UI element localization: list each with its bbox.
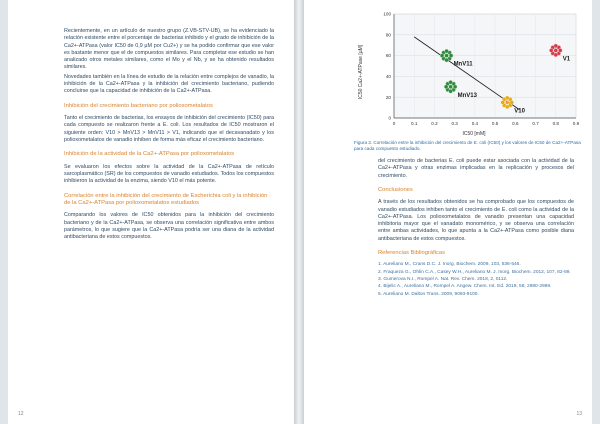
point-atom	[444, 85, 448, 89]
intro-paragraph: Recientemente, en un artículo de nuestro grupo (Z.VB-STV-UB), se ha evidenciado la relación existente entre el porcentaje de bacterias inhibido y el grado de inhibición de la Ca2+-ATPasa (valor IC50 de 0,9 µM por Cu2+) y se ha podido confirmar que ese valor es bastante menor que el de compuestos similares. Para completar ese estudio se han analizado otros metales similares, como el Mo y el Nb, y se ha obtenido resultados similares.	[64, 28, 274, 71]
x-tick-label: 0.6	[512, 121, 519, 126]
chart-grid	[394, 14, 576, 118]
y-tick-label: 80	[385, 32, 391, 38]
point-atom	[445, 49, 449, 53]
point-label: MnV13	[457, 92, 477, 99]
left-page	[8, 0, 294, 424]
book-gutter	[294, 0, 304, 424]
conclusion-paragraph: A través de los resultados obtenidos se ha comprobado que los compuestos de vanadio estudiados inhiben tanto el crecimiento de E. coli como la actividad de la Ca2+-ATPasa. Los polioxometalatos de vanadio presentan una capacidad inhibitoria mayor que el vanadato monomérico, y se observa una correlación entre ambas actividades, lo que apunta a la Ca2+-ATPasa como posible diana antibacteriana de estos compuestos.	[378, 199, 574, 242]
section-paragraph-growth: Tanto el crecimiento de bacterias, los ensayos de inhibición del crecimiento (IC50) para cada compuesto se realizaron frente a E. coli. Los resultados de IC50 mostraron el siguiente orden: V10 > MnV13 > MnV11 > V1, indicando que el decavanadato y los polioxometalatos de vanadio inhiben de forma más eficaz el crecimiento bacteriano.	[64, 115, 274, 143]
point-atom	[453, 85, 457, 89]
x-tick-label: 0.1	[411, 121, 418, 126]
reference-item: 3. Gumerova N.I., Rompel A. Nat. Rev. Chem. 2018, 2, 0112.	[378, 277, 508, 283]
reference-item: 1. Aureliano M., Crans D.C. J. Inorg. Biochem. 2009, 103, 536-546.	[378, 262, 521, 268]
right-paragraph: del crecimiento de bacterias E. coli puede estar asociada con la actividad de la Ca2+-ATPasa y otras enzimas implicadas en la replicación y procesos del crecimiento.	[378, 158, 574, 179]
point-atom	[445, 58, 449, 62]
correlation-figure	[354, 6, 586, 146]
point-atom	[549, 48, 553, 52]
reference-item: 2. Fraqueza G., Ohlin C.A., Casey W.H., Aureliano M. J. Inorg. Biochem. 2012, 107, 82-89.	[378, 269, 571, 275]
left-text-column	[64, 28, 274, 244]
left-page-number: 12	[18, 411, 24, 417]
x-tick-label: 0.2	[431, 121, 438, 126]
figure-caption: Figura 3. Correlación entre la inhibición del crecimiento de E. coli (IC50) y los valores de IC50 de Ca2+-ATPasa para cada compuesto estudiado.	[354, 140, 581, 151]
plot-area	[394, 14, 576, 118]
section-heading-growth: Inhibición del crecimiento bacteriano por polioxometalatos	[64, 102, 213, 109]
point-label: V1	[562, 56, 571, 63]
point-atom	[505, 96, 509, 100]
point-atom	[510, 100, 514, 104]
x-tick-label: 0.8	[552, 121, 559, 126]
conclusion-heading: Conclusiones	[378, 186, 413, 193]
right-page	[304, 0, 592, 424]
x-tick-label: 0.3	[451, 121, 458, 126]
point-label: V10	[514, 108, 525, 115]
references-heading: Referencias Bibliográficas	[378, 250, 446, 257]
section-heading-correlation: Correlación entre la inhibición del crecimiento de Escherichia coli y la inhibición de la Ca2+-ATPasa por polioxometalatos estudiados	[64, 192, 268, 206]
section-heading-atpase: Inhibición de la actividad de la Ca2+-ATPasa por polioxometalatos	[64, 151, 235, 158]
point-atom	[554, 53, 558, 57]
point-atom	[449, 89, 453, 93]
point-atom	[505, 105, 509, 109]
point-atom	[445, 54, 449, 58]
section-paragraph-atpase: Se evaluaron los efectos sobre la actividad de la Ca2+-ATPasa de retículo sarcoplasmático (SR) de los compuestos de vanadio estudiados. Todos los compuestos inhibieron la actividad de la enzima, siendo V10 el más potente.	[64, 163, 274, 185]
references-list	[378, 262, 574, 297]
x-axis-label: IC50 [mM]	[462, 131, 486, 137]
x-tick-label: 0.5	[491, 121, 499, 126]
y-tick-label: 0	[388, 115, 391, 121]
section-paragraph-correlation: Comparando los valores de IC50 obtenidos para la inhibición del crecimiento bacteriano y de la Ca2+-ATPasa, se observa una correlación significativa entre ambos parámetros, lo que sugiere que la Ca2+-ATPasa podría ser una diana de la actividad antibacteriana de estos compuestos.	[64, 212, 274, 241]
x-tick-label: 0	[392, 121, 396, 126]
point-atom	[554, 48, 558, 52]
right-page-number: 13	[576, 411, 582, 417]
x-tick-label: 0.7	[532, 121, 539, 126]
y-tick-label: 60	[385, 53, 391, 59]
point-atom	[440, 54, 444, 58]
scatter-chart	[354, 6, 586, 138]
point-atom	[501, 100, 505, 104]
point-atom	[558, 48, 562, 52]
y-tick-label: 20	[385, 94, 391, 100]
y-axis-label: IC50 Ca2+-ATPase [µM]	[358, 44, 364, 100]
intro-paragraph-2: Novedades también en la línea de estudio de la relación entre complejos de vanadio, la inhibición de la Ca2+-ATPasa y la inhibición del crecimiento bacteriano, pudiendo concluirse que la capacidad de inhibición de la Ca2+-ATPasa.	[64, 73, 274, 95]
right-text-column	[378, 158, 574, 299]
point-label: MnV11	[453, 61, 473, 68]
point-atom	[554, 44, 558, 48]
x-tick-label: 0.4	[471, 121, 479, 126]
point-atom	[449, 54, 453, 58]
point-atom	[449, 80, 453, 84]
reference-item: 5. Aureliano M. Dalton Trans. 2009, 9093-9100.	[378, 291, 479, 297]
point-atom	[449, 85, 453, 89]
y-tick-label: 40	[385, 74, 391, 79]
point-atom	[505, 100, 509, 104]
x-tick-label: 0.9	[572, 121, 580, 126]
y-tick-label: 100	[383, 11, 391, 17]
reference-item: 4. Bijelic A., Aureliano M., Rompel A. Angew. Chem. Int. Ed. 2019, 58, 2980-2999.	[378, 284, 552, 290]
